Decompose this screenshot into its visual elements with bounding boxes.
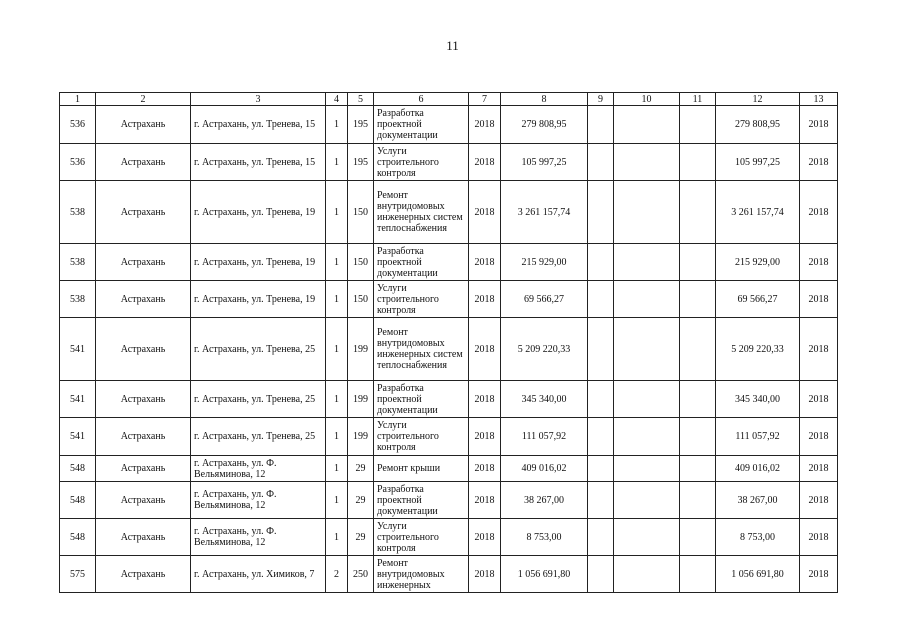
cell-work-type: Разработка проектной документации xyxy=(374,381,469,418)
cell-work-type: Ремонт крыши xyxy=(374,456,469,482)
cell-city: Астрахань xyxy=(96,318,191,381)
table-row xyxy=(60,519,838,556)
cell-address: г. Астрахань, ул. Химиков, 7 xyxy=(191,556,326,593)
cell-year-start: 2018 xyxy=(469,519,501,556)
cell-cost-fund: 105 997,25 xyxy=(716,144,800,181)
cell-address: г. Астрахань, ул. Ф. Вельяминова, 12 xyxy=(191,519,326,556)
table-row xyxy=(60,244,838,281)
cell-address: г. Астрахань, ул. Тренева, 19 xyxy=(191,244,326,281)
cell-year-start: 2018 xyxy=(469,418,501,456)
cell-cost-total: 1 056 691,80 xyxy=(501,556,588,593)
cell-col-9 xyxy=(588,482,614,519)
cell-row-number: 536 xyxy=(60,144,96,181)
table-body xyxy=(60,106,838,593)
cell-cost-fund: 69 566,27 xyxy=(716,281,800,318)
column-header: 6 xyxy=(374,93,469,106)
cell-cost-total: 38 267,00 xyxy=(501,482,588,519)
cell-cost-fund: 5 209 220,33 xyxy=(716,318,800,381)
cell-col-10 xyxy=(614,381,680,418)
cell-year-start: 2018 xyxy=(469,144,501,181)
cell-year-end: 2018 xyxy=(800,181,838,244)
column-header: 4 xyxy=(326,93,348,106)
cell-col-9 xyxy=(588,418,614,456)
cell-floors: 150 xyxy=(348,281,374,318)
cell-work-type: Услуги строительного контроля xyxy=(374,519,469,556)
table-row xyxy=(60,482,838,519)
cell-entrances: 1 xyxy=(326,144,348,181)
table-row xyxy=(60,556,838,593)
column-header: 3 xyxy=(191,93,326,106)
cell-row-number: 538 xyxy=(60,244,96,281)
cell-address: г. Астрахань, ул. Тренева, 19 xyxy=(191,181,326,244)
column-header: 11 xyxy=(680,93,716,106)
cell-city: Астрахань xyxy=(96,244,191,281)
cell-year-start: 2018 xyxy=(469,106,501,144)
cell-city: Астрахань xyxy=(96,456,191,482)
cell-col-11 xyxy=(680,181,716,244)
cell-year-start: 2018 xyxy=(469,244,501,281)
cell-cost-fund: 38 267,00 xyxy=(716,482,800,519)
cell-col-10 xyxy=(614,456,680,482)
cell-year-end: 2018 xyxy=(800,144,838,181)
cell-cost-fund: 1 056 691,80 xyxy=(716,556,800,593)
cell-col-10 xyxy=(614,144,680,181)
cell-year-end: 2018 xyxy=(800,106,838,144)
cell-entrances: 1 xyxy=(326,181,348,244)
cell-entrances: 1 xyxy=(326,318,348,381)
cell-cost-fund: 345 340,00 xyxy=(716,381,800,418)
cell-entrances: 1 xyxy=(326,106,348,144)
cell-col-9 xyxy=(588,281,614,318)
cell-floors: 150 xyxy=(348,181,374,244)
cell-col-10 xyxy=(614,244,680,281)
column-number-row xyxy=(60,93,838,106)
cell-entrances: 1 xyxy=(326,519,348,556)
cell-row-number: 541 xyxy=(60,418,96,456)
cell-cost-total: 8 753,00 xyxy=(501,519,588,556)
table-row xyxy=(60,456,838,482)
cell-city: Астрахань xyxy=(96,418,191,456)
cell-row-number: 575 xyxy=(60,556,96,593)
cell-floors: 195 xyxy=(348,106,374,144)
cell-floors: 250 xyxy=(348,556,374,593)
cell-entrances: 1 xyxy=(326,482,348,519)
cell-cost-total: 69 566,27 xyxy=(501,281,588,318)
cell-city: Астрахань xyxy=(96,556,191,593)
cell-col-9 xyxy=(588,106,614,144)
cell-entrances: 1 xyxy=(326,456,348,482)
cell-col-10 xyxy=(614,482,680,519)
cell-address: г. Астрахань, ул. Тренева, 19 xyxy=(191,281,326,318)
cell-cost-fund: 215 929,00 xyxy=(716,244,800,281)
cell-year-start: 2018 xyxy=(469,318,501,381)
table-row xyxy=(60,381,838,418)
cell-work-type: Ремонт внутридомовых инженерных систем теплоснабжения xyxy=(374,318,469,381)
cell-floors: 29 xyxy=(348,456,374,482)
cell-city: Астрахань xyxy=(96,482,191,519)
cell-floors: 199 xyxy=(348,418,374,456)
cell-work-type: Ремонт внутридомовых инженерных xyxy=(374,556,469,593)
cell-cost-fund: 3 261 157,74 xyxy=(716,181,800,244)
cell-col-10 xyxy=(614,106,680,144)
cell-floors: 199 xyxy=(348,381,374,418)
page-number: 11 xyxy=(446,38,459,53)
cell-work-type: Разработка проектной документации xyxy=(374,244,469,281)
cell-cost-fund: 8 753,00 xyxy=(716,519,800,556)
cell-work-type: Услуги строительного контроля xyxy=(374,281,469,318)
cell-row-number: 541 xyxy=(60,318,96,381)
cell-entrances: 1 xyxy=(326,381,348,418)
cell-work-type: Разработка проектной документации xyxy=(374,482,469,519)
cell-row-number: 548 xyxy=(60,456,96,482)
cell-floors: 29 xyxy=(348,519,374,556)
cell-address: г. Астрахань, ул. Тренева, 25 xyxy=(191,381,326,418)
cell-cost-total: 279 808,95 xyxy=(501,106,588,144)
cell-address: г. Астрахань, ул. Ф. Вельяминова, 12 xyxy=(191,456,326,482)
cell-row-number: 548 xyxy=(60,482,96,519)
column-header: 13 xyxy=(800,93,838,106)
table-row xyxy=(60,318,838,381)
cell-cost-fund: 409 016,02 xyxy=(716,456,800,482)
works-table xyxy=(59,92,838,593)
cell-col-10 xyxy=(614,519,680,556)
cell-col-9 xyxy=(588,556,614,593)
cell-cost-total: 111 057,92 xyxy=(501,418,588,456)
cell-city: Астрахань xyxy=(96,381,191,418)
cell-row-number: 538 xyxy=(60,281,96,318)
cell-cost-total: 5 209 220,33 xyxy=(501,318,588,381)
cell-col-11 xyxy=(680,318,716,381)
cell-floors: 150 xyxy=(348,244,374,281)
cell-address: г. Астрахань, ул. Тренева, 15 xyxy=(191,144,326,181)
cell-floors: 29 xyxy=(348,482,374,519)
cell-row-number: 548 xyxy=(60,519,96,556)
cell-address: г. Астрахань, ул. Тренева, 15 xyxy=(191,106,326,144)
cell-city: Астрахань xyxy=(96,144,191,181)
table-row xyxy=(60,106,838,144)
cell-entrances: 1 xyxy=(326,281,348,318)
cell-year-end: 2018 xyxy=(800,381,838,418)
cell-col-11 xyxy=(680,106,716,144)
cell-cost-total: 409 016,02 xyxy=(501,456,588,482)
cell-col-9 xyxy=(588,456,614,482)
cell-col-9 xyxy=(588,244,614,281)
cell-year-start: 2018 xyxy=(469,556,501,593)
cell-city: Астрахань xyxy=(96,281,191,318)
cell-floors: 195 xyxy=(348,144,374,181)
column-header: 9 xyxy=(588,93,614,106)
cell-cost-total: 215 929,00 xyxy=(501,244,588,281)
cell-work-type: Разработка проектной документации xyxy=(374,106,469,144)
cell-entrances: 1 xyxy=(326,418,348,456)
cell-entrances: 2 xyxy=(326,556,348,593)
cell-cost-total: 345 340,00 xyxy=(501,381,588,418)
cell-year-end: 2018 xyxy=(800,244,838,281)
cell-year-start: 2018 xyxy=(469,381,501,418)
table-row xyxy=(60,418,838,456)
cell-col-11 xyxy=(680,556,716,593)
cell-year-start: 2018 xyxy=(469,181,501,244)
cell-address: г. Астрахань, ул. Тренева, 25 xyxy=(191,318,326,381)
cell-work-type: Услуги строительного контроля xyxy=(374,144,469,181)
cell-year-start: 2018 xyxy=(469,281,501,318)
cell-col-9 xyxy=(588,381,614,418)
column-header: 10 xyxy=(614,93,680,106)
cell-year-end: 2018 xyxy=(800,418,838,456)
cell-col-11 xyxy=(680,456,716,482)
cell-row-number: 536 xyxy=(60,106,96,144)
cell-col-11 xyxy=(680,418,716,456)
column-header: 8 xyxy=(501,93,588,106)
cell-col-9 xyxy=(588,181,614,244)
cell-col-11 xyxy=(680,281,716,318)
cell-work-type: Услуги строительного контроля xyxy=(374,418,469,456)
cell-year-start: 2018 xyxy=(469,456,501,482)
cell-year-end: 2018 xyxy=(800,482,838,519)
cell-address: г. Астрахань, ул. Тренева, 25 xyxy=(191,418,326,456)
cell-cost-fund: 279 808,95 xyxy=(716,106,800,144)
cell-address: г. Астрахань, ул. Ф. Вельяминова, 12 xyxy=(191,482,326,519)
cell-city: Астрахань xyxy=(96,519,191,556)
cell-col-11 xyxy=(680,144,716,181)
column-header: 7 xyxy=(469,93,501,106)
cell-year-end: 2018 xyxy=(800,519,838,556)
cell-col-10 xyxy=(614,318,680,381)
cell-year-end: 2018 xyxy=(800,318,838,381)
cell-col-10 xyxy=(614,181,680,244)
cell-row-number: 538 xyxy=(60,181,96,244)
column-header: 12 xyxy=(716,93,800,106)
cell-year-end: 2018 xyxy=(800,456,838,482)
cell-col-9 xyxy=(588,144,614,181)
cell-cost-total: 3 261 157,74 xyxy=(501,181,588,244)
column-header: 2 xyxy=(96,93,191,106)
cell-year-end: 2018 xyxy=(800,281,838,318)
cell-work-type: Ремонт внутридомовых инженерных систем теплоснабжения xyxy=(374,181,469,244)
cell-year-end: 2018 xyxy=(800,556,838,593)
cell-cost-total: 105 997,25 xyxy=(501,144,588,181)
table-row xyxy=(60,281,838,318)
cell-entrances: 1 xyxy=(326,244,348,281)
cell-col-11 xyxy=(680,381,716,418)
cell-col-9 xyxy=(588,519,614,556)
cell-col-11 xyxy=(680,244,716,281)
cell-cost-fund: 111 057,92 xyxy=(716,418,800,456)
table-row xyxy=(60,144,838,181)
cell-col-11 xyxy=(680,519,716,556)
cell-row-number: 541 xyxy=(60,381,96,418)
table-row xyxy=(60,181,838,244)
cell-city: Астрахань xyxy=(96,181,191,244)
column-header: 1 xyxy=(60,93,96,106)
cell-floors: 199 xyxy=(348,318,374,381)
cell-year-start: 2018 xyxy=(469,482,501,519)
cell-col-10 xyxy=(614,556,680,593)
cell-col-10 xyxy=(614,418,680,456)
column-header: 5 xyxy=(348,93,374,106)
cell-col-9 xyxy=(588,318,614,381)
cell-col-11 xyxy=(680,482,716,519)
cell-city: Астрахань xyxy=(96,106,191,144)
cell-col-10 xyxy=(614,281,680,318)
